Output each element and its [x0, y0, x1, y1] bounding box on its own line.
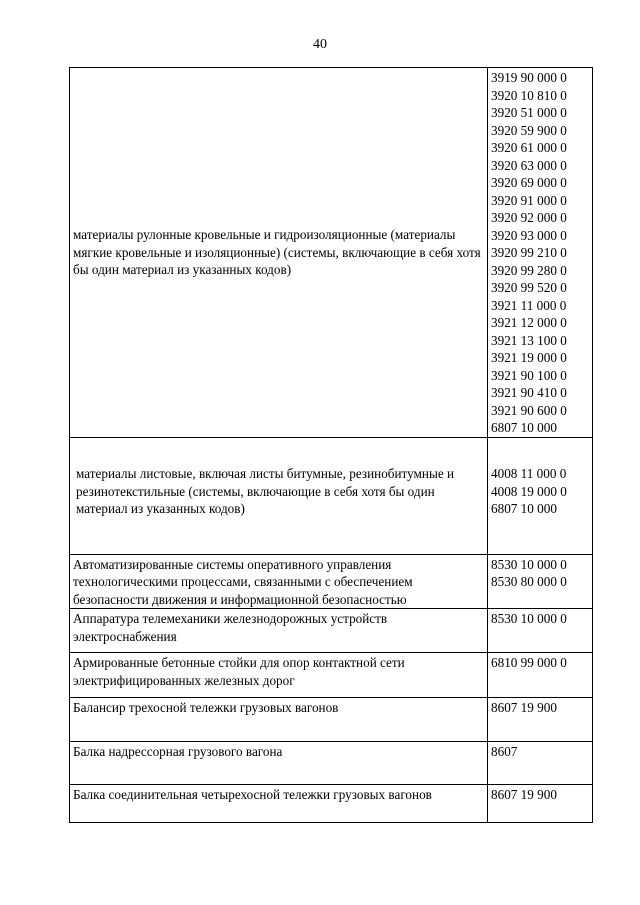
code-value: 3920 61 000 0	[491, 140, 567, 155]
row-description: Аппаратура телемеханики железнодорожных устройств электроснабжения	[70, 609, 488, 653]
code-value: 3919 90 000 0	[491, 70, 567, 85]
table-row	[70, 742, 593, 785]
row-description: материалы рулонные кровельные и гидроизоляционные (материалы мягкие кровельные и изоляционные) (системы, включающие в себя хотя бы один материал из указанных кодов)	[70, 68, 488, 438]
row-codes	[488, 698, 593, 742]
code-value: 6810 99 000 0	[491, 655, 567, 670]
code-value: 3921 90 600 0	[491, 402, 567, 418]
code-value: 3920 93 000 0	[491, 227, 567, 243]
row-codes	[488, 437, 593, 554]
table-row	[70, 653, 593, 698]
code-value: 3920 51 000 0	[491, 105, 567, 120]
row-description: Автоматизированные системы оперативного управления технологическими процессами, связанными с обеспечением безопасности движения и информационной безопасностью	[70, 554, 488, 609]
code-value: 3920 10 810 0	[491, 87, 567, 103]
classification-table	[69, 67, 593, 823]
code-value: 3920 99 280 0	[491, 262, 567, 278]
code-value: 3920 91 000 0	[491, 192, 567, 208]
code-value: 3921 12 000 0	[491, 315, 567, 330]
row-description: Балка соединительная четырехосной тележки грузовых вагонов	[70, 785, 488, 823]
code-value: 8607	[491, 744, 518, 759]
row-codes	[488, 742, 593, 785]
code-value: 3920 99 520 0	[491, 280, 567, 295]
code-value: 6807 10 000	[491, 501, 557, 517]
code-value: 3920 59 900 0	[491, 122, 567, 138]
code-value: 8530 10 000 0	[491, 611, 567, 626]
code-value: 3921 11 000 0	[491, 297, 567, 313]
table-row	[70, 437, 593, 554]
table-row	[70, 609, 593, 653]
row-description: Балансир трехосной тележки грузовых вагонов	[70, 698, 488, 742]
row-description: Балка надрессорная грузового вагона	[70, 742, 488, 785]
code-value: 3921 13 100 0	[491, 332, 567, 348]
code-value: 6807 10 000	[491, 420, 557, 435]
row-description: Армированные бетонные стойки для опор контактной сети электрифицированных железных дорог	[70, 653, 488, 698]
table-row	[70, 554, 593, 609]
code-value: 4008 11 000 0	[491, 466, 567, 482]
table-row	[70, 68, 593, 438]
code-value: 3921 90 100 0	[491, 367, 567, 383]
row-codes	[488, 653, 593, 698]
code-value: 8530 10 000 0	[491, 556, 567, 572]
code-value: 3920 92 000 0	[491, 210, 567, 225]
table-row	[70, 785, 593, 823]
code-value: 4008 19 000 0	[491, 483, 567, 499]
row-codes	[488, 785, 593, 823]
row-codes	[488, 554, 593, 609]
code-value: 3921 19 000 0	[491, 350, 567, 365]
code-value: 3921 90 410 0	[491, 385, 567, 400]
page-number: 40	[313, 37, 327, 52]
row-codes	[488, 68, 593, 438]
table-row	[70, 698, 593, 742]
row-codes	[488, 609, 593, 653]
code-value: 8607 19 900	[491, 700, 557, 715]
code-value: 3920 63 000 0	[491, 157, 567, 173]
row-description: материалы листовые, включая листы битумные, резинобитумные и резинотекстильные (системы, включающие в себя хотя бы один материал из указанных кодов)	[70, 437, 488, 554]
code-value: 3920 69 000 0	[491, 175, 567, 190]
code-value: 3920 99 210 0	[491, 245, 567, 260]
code-value: 8607 19 900	[491, 787, 557, 802]
code-value: 8530 80 000 0	[491, 574, 567, 589]
